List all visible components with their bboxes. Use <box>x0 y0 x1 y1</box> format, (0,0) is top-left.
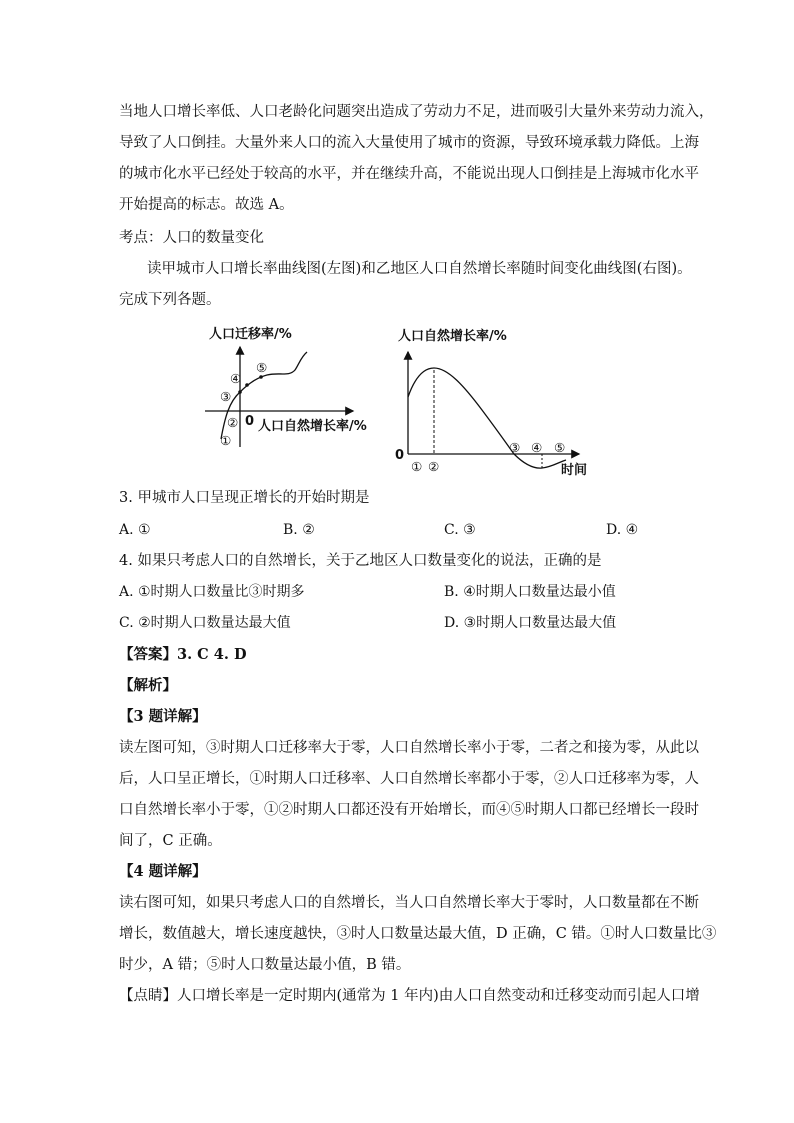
passage-line: 导致了人口倒挂。大量外来人口的流入大量使用了城市的资源，导致环境承载力降低。上海 <box>119 135 699 151</box>
q3-option-b: B. ② <box>283 522 315 538</box>
left-point-5: ⑤ <box>256 360 268 375</box>
right-chart <box>392 322 592 477</box>
q4-option-a: A. ①时期人口数量比③时期多 <box>119 584 305 600</box>
dianjing-line: 【点睛】人口增长率是一定时期内(通常为 1 年内)由人口自然变动和迁移变动而引起人口增 <box>119 988 700 1004</box>
left-dot-5 <box>259 375 263 379</box>
left-point-3: ③ <box>220 389 232 404</box>
q3-detail-line: 口自然增长率小于零，①②时期人口都还没有开始增长，而④⑤时期人口都已经增长一段时 <box>119 802 699 818</box>
q4-detail-line: 读右图可知，如果只考虑人口的自然增长，当人口自然增长率大于零时，人口数量都在不断 <box>119 895 699 911</box>
q4-option-c: C. ②时期人口数量达最大值 <box>119 615 291 631</box>
q4-option-b: B. ④时期人口数量达最小值 <box>444 584 616 600</box>
q4-option-d: D. ③时期人口数量达最大值 <box>444 615 617 631</box>
right-point-4: ④ <box>531 440 543 455</box>
intro-line: 完成下列各题。 <box>119 292 221 308</box>
q3-detail-line: 后，人口呈正增长，①时期人口迁移率、人口自然增长率都小于零，②人口迁移率为零，人 <box>119 771 699 787</box>
passage-line: 开始提高的标志。故选 A。 <box>119 197 294 213</box>
q4-stem: 4. 如果只考虑人口的自然增长，关于乙地区人口数量变化的说法，正确的是 <box>119 553 602 569</box>
answer-line: 【答案】3. C 4. D <box>119 646 247 663</box>
right-point-3: ③ <box>509 440 521 455</box>
q3-detail-title: 【3 题详解】 <box>119 708 207 725</box>
q4-detail-title: 【4 题详解】 <box>119 863 207 880</box>
right-origin: 0 <box>395 448 405 463</box>
right-curve <box>408 368 566 468</box>
left-point-4: ④ <box>230 371 242 386</box>
intro-line: 读甲城市人口增长率曲线图(左图)和乙地区人口自然增长率随时间变化曲线图(右图)。 <box>147 261 692 277</box>
kaodian-line: 考点：人口的数量变化 <box>119 230 264 246</box>
passage-line: 的城市化水平已经处于较高的水平，并在继续升高，不能说出现人口倒挂是上海城市化水平 <box>119 166 699 182</box>
left-ylabel: 人口迁移率/% <box>209 327 292 342</box>
left-xlabel: 人口自然增长率/% <box>258 419 367 434</box>
q3-option-a: A. ① <box>119 522 151 538</box>
q4-detail-line: 增长，数值越大，增长速度越快，③时人口数量达最大值，D 正确，C 错。①时人口数量比③ <box>119 926 717 942</box>
q3-stem: 3. 甲城市人口呈现正增长的开始时期是 <box>119 490 370 506</box>
left-origin: 0 <box>245 414 255 429</box>
right-point-2: ② <box>428 459 440 474</box>
analysis-title: 【解析】 <box>119 677 177 694</box>
q4-detail-line: 时少，A 错；⑤时人口数量达最小值，B 错。 <box>119 957 411 973</box>
passage-line: 当地人口增长率低、人口老龄化问题突出造成了劳动力不足，进而吸引大量外来劳动力流入， <box>119 104 714 120</box>
left-dot-3 <box>238 390 242 394</box>
left-point-2: ② <box>227 415 239 430</box>
q3-option-c: C. ③ <box>444 522 476 538</box>
left-chart <box>203 322 383 452</box>
left-point-1: ① <box>220 433 232 448</box>
right-point-1: ① <box>411 459 423 474</box>
right-point-5: ⑤ <box>554 440 566 455</box>
q3-option-d: D. ④ <box>606 522 639 538</box>
q3-detail-line: 读左图可知，③时期人口迁移率大于零，人口自然增长率小于零，二者之和接为零，从此以 <box>119 740 699 756</box>
right-xlabel: 时间 <box>561 463 588 478</box>
q3-detail-line: 间了，C 正确。 <box>119 833 222 849</box>
left-dot-4 <box>245 383 249 387</box>
right-ylabel: 人口自然增长率/% <box>398 329 507 344</box>
